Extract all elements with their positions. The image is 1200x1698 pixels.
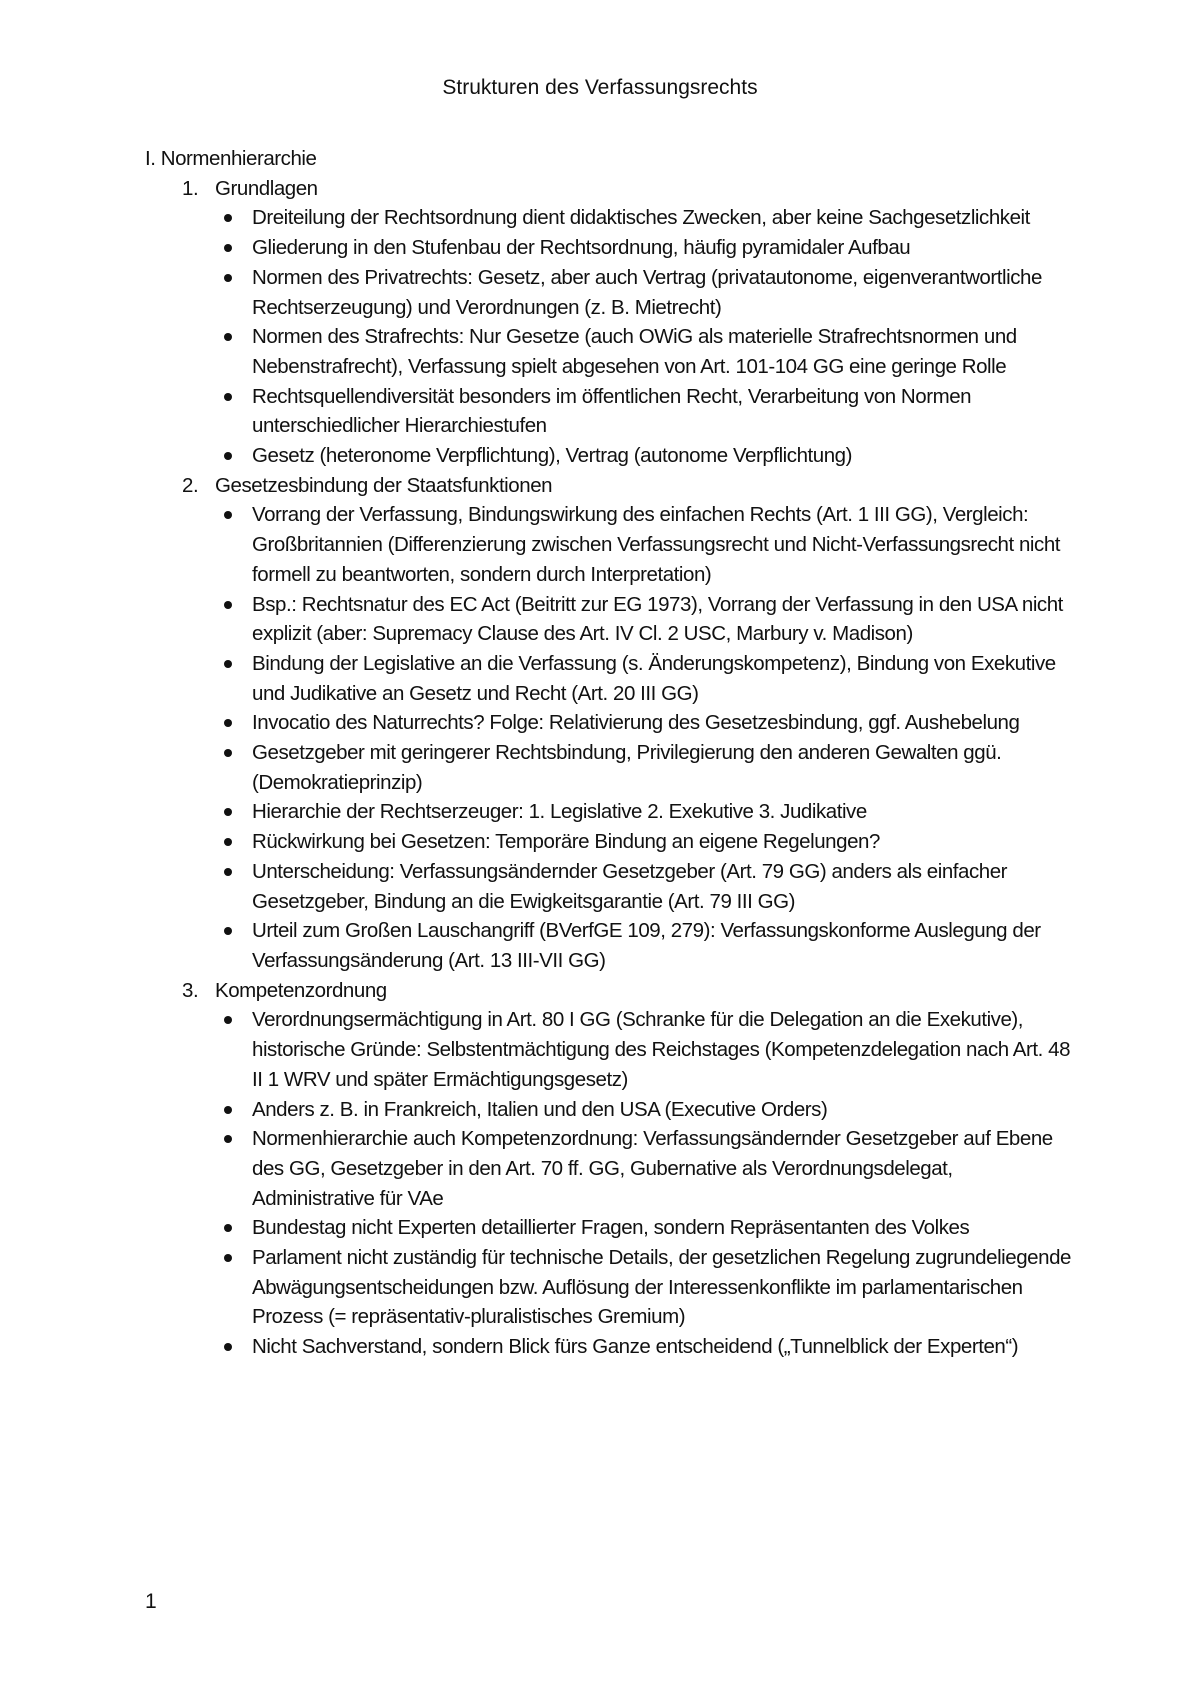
bullet-item [252,1005,1075,1094]
bullet-icon [224,1343,232,1351]
bullet-icon [224,719,232,727]
document-body [145,144,1075,1362]
page-number: 1 [145,1590,157,1613]
bullet-text: Urteil zum Großen Lauschangriff (BVerfGE 109, 279): Verfassungskonforme Auslegung der Verfassungsänderung (Art. 13 III-VII GG) [252,919,1041,972]
subsection [145,174,1075,471]
bullet-icon [224,214,232,222]
document-title: Strukturen des Verfassungsrechts [442,76,758,99]
bullet-item [252,1243,1075,1332]
bullet-icon [224,511,232,519]
bullet-icon [224,1016,232,1024]
subsection-heading-row [145,174,1075,204]
bullet-icon [224,274,232,282]
bullet-item [252,649,1075,708]
bullet-text: Unterscheidung: Verfassungsändernder Gesetzgeber (Art. 79 GG) anders als einfacher Gesetzgeber, Bindung an die Ewigkeitsgarantie (Art. 79 III GG) [252,859,1008,913]
bullet-item [252,590,1075,649]
bullet-text: Gesetzgeber mit geringerer Rechtsbindung, Privilegierung den anderen Gewalten ggü. (Demokratieprinzip) [252,741,1002,794]
bullet-text: Gesetz (heteronome Verpflichtung), Vertrag (autonome Verpflichtung) [252,444,853,468]
bullet-item [252,708,1075,738]
section-heading: I. Normenhierarchie [145,147,317,170]
bullet-item [252,441,1075,471]
bullet-item [252,916,1075,975]
bullet-item [252,382,1075,441]
bullet-icon [224,927,232,935]
bullet-icon [224,333,232,341]
bullet-text: Rechtsquellendiversität besonders im öffentlichen Recht, Verarbeitung von Normen unterschiedlicher Hierarchiestufen [252,384,972,438]
bullet-icon [224,1106,232,1114]
bullet-icon [224,1224,232,1232]
bullet-item [252,1332,1075,1362]
bullet-icon [224,808,232,816]
bullet-icon [224,601,232,609]
bullet-text: Hierarchie der Rechtserzeuger: 1. Legislative 2. Exekutive 3. Judikative [252,800,867,824]
bullet-item [252,1095,1075,1125]
bullet-item [252,233,1075,263]
bullet-item [252,203,1075,233]
bullet-text: Dreiteilung der Rechtsordnung dient didaktisches Zwecken, aber keine Sachgesetzlichkeit [252,206,1030,230]
subsection-heading: Grundlagen [215,176,318,200]
subsection-number: 1. [182,176,199,200]
bullet-item [252,500,1075,589]
bullet-item [252,1124,1075,1213]
bullet-text: Vorrang der Verfassung, Bindungswirkung des einfachen Rechts (Art. 1 III GG), Vergleich: Großbritannien (Differenzierung zwischen Verfassungsrecht und Nicht-Verfassungsrecht nicht formell zu beantworten, sondern durch Interpretation) [252,503,1061,586]
subsection-number: 3. [182,978,199,1002]
bullet-item [252,797,1075,827]
bullet-text: Parlament nicht zuständig für technische Details, der gesetzlichen Regelung zugrundeliegende Abwägungsentscheidungen bzw. Auflösung der Interessenkonflikte im parlamentarischen Prozess (= repräsentativ-pluralistisches Gremium) [252,1246,1071,1329]
bullet-item [252,827,1075,857]
bullet-text: Bindung der Legislative an die Verfassung (s. Änderungskompetenz), Bindung von Exekutive und Judikative an Gesetz und Recht (Art. 20 III GG) [252,651,1056,705]
bullet-list [145,500,1075,975]
subsection-number: 2. [182,473,199,497]
bullet-icon [224,1254,232,1262]
bullet-text: Normen des Privatrechts: Gesetz, aber auch Vertrag (privatautonome, eigenverantwortliche Rechtserzeugung) und Verordnungen (z. B. Mietrecht) [252,265,1042,319]
bullet-text: Bsp.: Rechtsnatur des EC Act (Beitritt zur EG 1973), Vorrang der Verfassung in den USA nicht explizit (aber: Supremacy Clause des Art. IV Cl. 2 USC, Marbury v. Madison) [252,592,1063,646]
subsection-heading-row [145,976,1075,1006]
bullet-icon [224,393,232,401]
subsection [145,471,1075,976]
bullet-icon [224,838,232,846]
subsection-heading: Kompetenzordnung [215,978,387,1002]
bullet-item [252,738,1075,797]
bullet-item [252,322,1075,381]
bullet-text: Rückwirkung bei Gesetzen: Temporäre Bindung an eigene Regelungen? [252,830,880,854]
subsection-list [145,174,1075,1362]
bullet-text: Gliederung in den Stufenbau der Rechtsordnung, häufig pyramidaler Aufbau [252,236,911,260]
bullet-text: Verordnungsermächtigung in Art. 80 I GG (Schranke für die Delegation an die Exekutive), historische Gründe: Selbstentmächtigung des Reichstages (Kompetenzdelegation nach Art. 48 II 1 WRV und später Ermächtigungsgesetz) [252,1008,1071,1091]
bullet-list [145,1005,1075,1361]
bullet-icon [224,1135,232,1143]
bullet-item [252,1213,1075,1243]
subsection-heading-row [145,471,1075,501]
bullet-icon [224,244,232,252]
bullet-item [252,263,1075,322]
bullet-icon [224,660,232,668]
bullet-text: Invocatio des Naturrechts? Folge: Relativierung des Gesetzesbindung, ggf. Aushebelung [252,711,1020,735]
bullet-text: Normen des Strafrechts: Nur Gesetze (auch OWiG als materielle Strafrechtsnormen und Nebenstrafrecht), Verfassung spielt abgesehen von Art. 101-104 GG eine geringe Rolle [252,325,1017,378]
bullet-item [252,857,1075,916]
bullet-text: Anders z. B. in Frankreich, Italien und den USA (Executive Orders) [252,1097,828,1121]
bullet-icon [224,868,232,876]
subsection [145,976,1075,1362]
subsection-heading: Gesetzesbindung der Staatsfunktionen [215,473,553,497]
bullet-list [145,203,1075,470]
bullet-icon [224,749,232,757]
bullet-icon [224,452,232,460]
bullet-text: Normenhierarchie auch Kompetenzordnung: Verfassungsändernder Gesetzgeber auf Ebene des GG, Gesetzgeber in den Art. 70 ff. GG, Gubernative als Verordnungsdelegat, Administrative für VAe [252,1127,1053,1210]
bullet-text: Nicht Sachverstand, sondern Blick fürs Ganze entscheidend („Tunnelblick der Experten“) [252,1335,1019,1359]
bullet-text: Bundestag nicht Experten detaillierter Fragen, sondern Repräsentanten des Volkes [252,1216,970,1240]
